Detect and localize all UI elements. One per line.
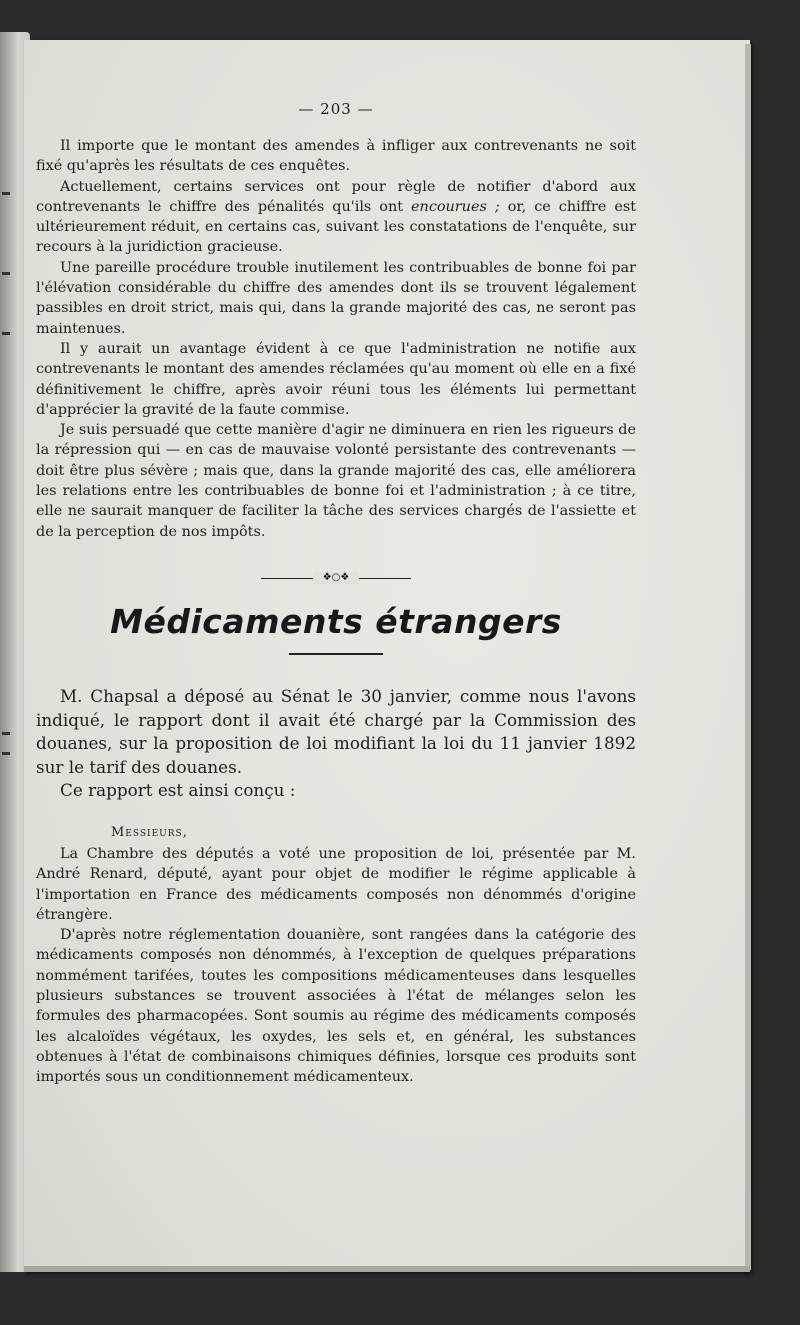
- intro-paragraph-2: Ce rapport est ainsi conçu :: [60, 780, 296, 801]
- intro-block: [36, 685, 636, 803]
- page-bottom-edge: [24, 1266, 750, 1272]
- paragraph-4: Il y aurait un avantage évident à ce que l'administration ne notifie aux contrevenants le montant des amendes réclamées qu'au moment où elle en a fixé définitivement le chiffre, après avoir réuni tous les éléments lui permettant d'apprécier la gravité de la faute commise.: [36, 340, 636, 418]
- page-content: [36, 100, 636, 1087]
- paragraph-1: Il importe que le montant des amendes à infliger aux contrevenants ne soit fixé qu'après les résultats de ces enquêtes.: [36, 138, 636, 175]
- binding-mark: [2, 732, 10, 735]
- binding-mark: [2, 332, 10, 335]
- page-stack-edge: [745, 44, 751, 1270]
- ornament-knot-icon: ❖○❖: [313, 572, 359, 584]
- paragraph-3: Une pareille procédure trouble inutilement les contribuables de bonne foi par l'élévation considérable du chiffre des amendes dont ils se trouvent légalement passibles en droit strict, mais qui, dans la grande majorité des cas, ne seront pas maintenues.: [36, 259, 636, 337]
- paragraph-2-italic: encourues ;: [411, 198, 500, 215]
- section-title: Médicaments étrangers: [110, 601, 562, 641]
- binding-mark: [2, 272, 10, 275]
- section-divider-ornament: [261, 572, 411, 586]
- report-paragraph-2: D'après notre réglementation douanière, sont rangées dans la catégorie des médicaments composés non dénommés, à l'exception de quelques préparations nommément tarifées, toutes les compositions médicamenteuses dans lesquelles plusieurs substances se trouvent associées à l'état de mélanges selon les formules des pharmacopées. Sont soumis au régime des médicaments composés les alcaloïdes végétaux, les oxydes, les sels et, en général, les substances obtenues à l'état de combinaisons chimiques définies, lorsque ces produits sont importés sous un conditionnement médicamenteux.: [36, 927, 636, 1086]
- binding-mark: [2, 752, 10, 755]
- report-salutation: Messieurs,: [111, 824, 188, 840]
- binding-mark: [2, 192, 10, 195]
- title-underline: [289, 653, 383, 655]
- paragraph-2: [36, 177, 636, 258]
- intro-paragraph-1: M. Chapsal a déposé au Sénat le 30 janvier, comme nous l'avons indiqué, le rapport dont il avait été chargé par la Commission des douanes, sur la proposition de loi modifiant la loi du 11 janvier 1892 sur le tarif des douanes.: [36, 685, 636, 777]
- paragraph-5: Je suis persuadé que cette manière d'agir ne diminuera en rien les rigueurs de la répression qui — en cas de mauvaise volonté persistante des contrevenants — doit être plus sévère ; mais que, dans la grande majorité des cas, elle améliorera les relations entre les contribuables de bonne foi et l'administration ; à ce titre, elle ne saurait manquer de faciliter la tâche des services chargés de l'assiette et de la perception de nos impôts.: [36, 422, 636, 540]
- report-paragraph-1: La Chambre des députés a voté une proposition de loi, présentée par M. André Renard, député, ayant pour objet de modifier le régime applicable à l'importation en France des médicaments composés non dénommés d'origine étrangère.: [36, 845, 636, 923]
- paragraph-2-start: Actuellement, certains services ont pour règle de notifier d'abord aux contrevenants le chiffre des pénalités qu'ils ont: [36, 178, 636, 215]
- page-number: — 203 —: [298, 100, 374, 118]
- paragraph-2-end: or, ce chiffre est ultérieurement réduit, en certains cas, suivant les constatations de l'enquête, sur recours à la juridiction gracieuse.: [36, 198, 637, 256]
